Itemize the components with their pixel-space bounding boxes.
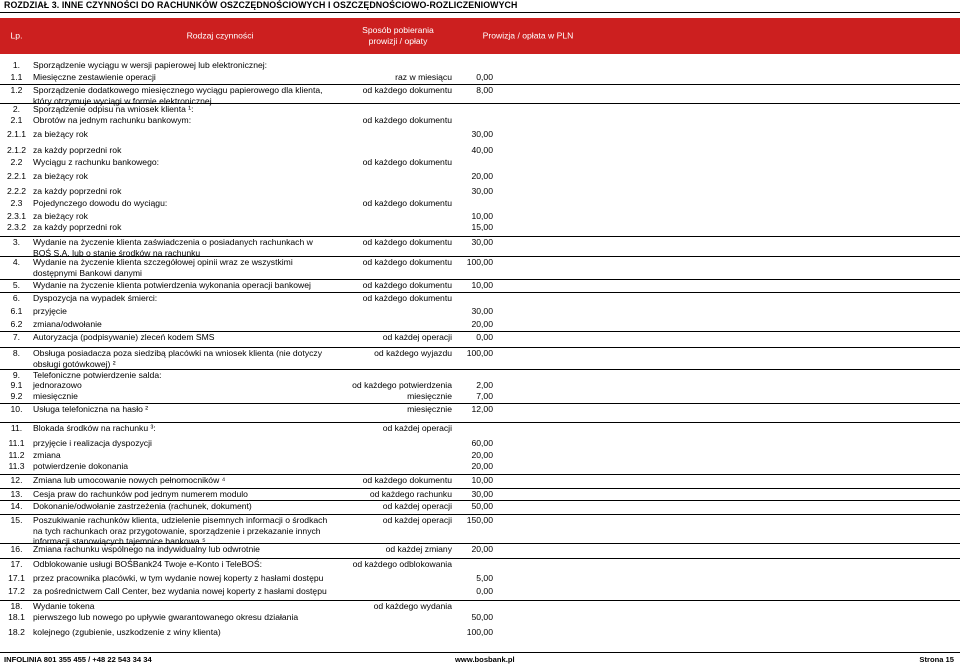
row-lp: 2.2	[10, 157, 23, 167]
table-row	[0, 347, 960, 369]
row-description: za każdy poprzedni rok	[33, 186, 122, 196]
row-method: od każdego rachunku	[369, 489, 452, 499]
table-row	[0, 543, 960, 554]
row-description: kolejnego (zgubienie, uszkodzenie z winy klienta)	[33, 627, 221, 637]
row-fee: 10,00	[471, 280, 493, 290]
row-fee: 100,00	[466, 257, 493, 267]
footer-website: www.bosbank.pl	[455, 655, 515, 664]
header-activity: Rodzaj czynności	[186, 30, 254, 41]
row-lp: 2.3.2	[6, 222, 27, 232]
row-lp: 2.1	[10, 115, 23, 125]
row-description: pierwszego lub nowego po upływie gwarantowanego okresu działania	[33, 612, 299, 622]
row-description: Poszukiwanie rachunków klienta, udzielenie pisemnych informacji o środkach na tych rachunkach oraz przygotowanie, sporządzenie i przekazanie innych informacji stanowiących tajemnice bankowa ⁵	[33, 515, 328, 546]
row-lp: 1.1	[10, 72, 23, 82]
row-fee: 50,00	[471, 612, 493, 622]
row-fee: 50,00	[471, 501, 493, 511]
row-method: od każdej operacji	[382, 515, 452, 525]
row-method: od każdej operacji	[382, 332, 452, 342]
row-description: za pośrednictwem Call Center, bez wydania nowej koperty z hasłami dostępu	[33, 586, 327, 596]
row-fee: 10,00	[471, 475, 493, 485]
row-fee: 8,00	[476, 85, 493, 95]
header-fee: Prowizja / opłata w PLN	[482, 30, 574, 41]
row-lp: 15.	[10, 515, 23, 525]
row-method: od każdego dokumentu	[362, 293, 452, 303]
row-lp: 2.2.1	[6, 171, 27, 181]
row-description: Wyciągu z rachunku bankowego:	[33, 157, 160, 167]
row-method: od każdego dokumentu	[362, 85, 452, 95]
table-row	[0, 103, 960, 114]
row-description: Pojedynczego dowodu do wyciągu:	[33, 198, 168, 208]
footer-page-number: Strona 15	[919, 655, 954, 664]
row-fee: 10,00	[471, 211, 493, 221]
row-description: Zmiana lub umocowanie nowych pełnomocników ⁴	[33, 475, 226, 485]
row-lp: 6.	[12, 293, 21, 303]
row-description: Usługa telefoniczna na hasło ²	[33, 404, 149, 414]
row-method: od każdego dokumentu	[362, 198, 452, 208]
row-description: zmiana/odwołanie	[33, 319, 102, 329]
row-description: Wydanie na życzenie klienta zaświadczenia o posiadanych rachunkach w BOŚ S.A. lub o stanie środków na rachunku	[33, 237, 313, 258]
row-lp: 11.3	[8, 461, 25, 471]
row-description: Telefoniczne potwierdzenie salda:	[33, 370, 162, 380]
row-description: Dyspozycja na wypadek śmierci:	[33, 293, 158, 303]
row-description: Miesięczne zestawienie operacji	[33, 72, 156, 82]
table-row	[0, 236, 960, 258]
row-description: za bieżący rok	[33, 129, 88, 139]
table-row	[0, 500, 960, 511]
row-lp: 11.2	[8, 450, 25, 460]
row-lp: 3.	[12, 237, 21, 247]
row-lp: 2.1.1	[6, 129, 27, 139]
row-lp: 10.	[10, 404, 23, 414]
row-description: jednorazowo	[33, 380, 82, 390]
row-description: Dokonanie/odwołanie zastrzeżenia (rachunek, dokument)	[33, 501, 252, 511]
row-description: Sporządzenie wyciągu w wersji papierowej lub elektronicznej:	[33, 60, 268, 70]
row-fee: 2,00	[476, 380, 493, 390]
row-lp: 13.	[10, 489, 23, 499]
row-lp: 16.	[10, 544, 23, 554]
table-row	[0, 422, 960, 433]
row-fee: 30,00	[471, 237, 493, 247]
row-fee: 7,00	[476, 391, 493, 401]
row-method: od każdego dokumentu	[362, 257, 452, 267]
row-fee: 100,00	[466, 627, 493, 637]
table-row	[0, 84, 960, 106]
row-lp: 1.2	[10, 85, 23, 95]
table-row	[0, 279, 960, 290]
table-row	[0, 474, 960, 485]
row-lp: 6.1	[10, 306, 23, 316]
title-divider	[0, 12, 960, 13]
row-lp: 1.	[12, 60, 21, 70]
row-lp: 18.2	[8, 627, 25, 637]
row-method: od każdego dokumentu	[362, 157, 452, 167]
row-fee: 30,00	[471, 129, 493, 139]
row-method: od każdego odblokowania	[352, 559, 452, 569]
row-method: miesięcznie	[407, 404, 452, 414]
row-fee: 60,00	[471, 438, 493, 448]
row-description: za każdy poprzedni rok	[33, 145, 122, 155]
row-lp: 17.2	[8, 586, 25, 596]
row-method: od każdej zmiany	[385, 544, 452, 554]
row-description: za bieżący rok	[33, 211, 88, 221]
row-description: Autoryzacja (podpisywanie) zleceń kodem SMS	[33, 332, 215, 342]
row-lp: 2.2.2	[6, 186, 27, 196]
row-fee: 20,00	[471, 319, 493, 329]
row-description: miesięcznie	[33, 391, 78, 401]
row-description: za każdy poprzedni rok	[33, 222, 122, 232]
row-description: Blokada środków na rachunku ³:	[33, 423, 156, 433]
row-fee: 20,00	[471, 461, 493, 471]
table-header	[0, 18, 960, 54]
row-description: przez pracownika placówki, w tym wydanie nowej koperty z hasłami dostępu	[33, 573, 324, 583]
row-lp: 2.	[12, 104, 21, 114]
row-lp: 11.	[10, 423, 23, 433]
row-method: od każdego dokumentu	[362, 280, 452, 290]
row-lp: 14.	[10, 501, 23, 511]
header-method: Sposób pobierania prowizji / opłaty	[362, 25, 434, 46]
row-lp: 18.	[10, 601, 23, 611]
row-lp: 2.1.2	[6, 145, 27, 155]
row-description: Wydanie tokena	[33, 601, 95, 611]
row-fee: 0,00	[476, 332, 493, 342]
row-description: przyjęcie	[33, 306, 67, 316]
row-description: Sporządzenie odpisu na wniosek klienta ¹:	[33, 104, 194, 114]
row-method: raz w miesiącu	[395, 72, 452, 82]
table-row	[0, 256, 960, 278]
row-method: od każdej operacji	[382, 501, 452, 511]
row-fee: 30,00	[471, 186, 493, 196]
page-title: ROZDZIAŁ 3. INNE CZYNNOŚCI DO RACHUNKÓW OSZCZĘDNOŚCIOWYCH I OSZCZĘDNOŚCIOWO-ROZLICZENIOWYCH	[4, 0, 518, 10]
row-lp: 17.1	[8, 573, 25, 583]
row-lp: 17.	[10, 559, 23, 569]
row-description: przyjęcie i realizacja dyspozycji	[33, 438, 152, 448]
row-fee: 30,00	[471, 489, 493, 499]
row-method: od każdego dokumentu	[362, 475, 452, 485]
row-method: od każdego wyjazdu	[374, 348, 452, 358]
table-row	[0, 600, 960, 611]
row-fee: 20,00	[471, 171, 493, 181]
row-fee: 100,00	[466, 348, 493, 358]
row-description: Obrotów na jednym rachunku bankowym:	[33, 115, 192, 125]
row-method: od każdej operacji	[382, 423, 452, 433]
row-lp: 2.3	[10, 198, 23, 208]
row-fee: 20,00	[471, 450, 493, 460]
row-method: miesięcznie	[407, 391, 452, 401]
row-method: od każdego wydania	[373, 601, 452, 611]
row-description: Sporządzenie dodatkowego miesięcznego wyciągu papierowego dla klienta, który otrzymuje wyciągi w formie elektronicznej	[33, 85, 323, 106]
row-fee: 20,00	[471, 544, 493, 554]
row-description: zmiana	[33, 450, 61, 460]
row-description: potwierdzenie dokonania	[33, 461, 129, 471]
row-lp: 18.1	[8, 612, 25, 622]
row-lp: 9.	[12, 370, 21, 380]
row-lp: 8.	[12, 348, 21, 358]
row-fee: 5,00	[476, 573, 493, 583]
row-description: Cesja praw do rachunków pod jednym numerem modulo	[33, 489, 248, 499]
table-row	[0, 558, 960, 569]
row-lp: 11.1	[8, 438, 25, 448]
row-description: Wydanie na życzenie klienta szczegółowej opinii wraz ze wszystkimi dostępnymi Bankowi danymi	[33, 257, 293, 278]
row-description: za bieżący rok	[33, 171, 88, 181]
table-row	[0, 292, 960, 303]
table-row	[0, 403, 960, 414]
row-description: Obsługa posiadacza poza siedzibą placówki na wniosek klienta (nie dotyczy obsługi gotówkowej) ²	[33, 348, 323, 369]
row-description: Wydanie na życzenie klienta potwierdzenia wykonania operacji bankowej	[33, 280, 311, 290]
row-fee: 150,00	[466, 515, 493, 525]
table-row	[0, 488, 960, 499]
row-lp: 12.	[10, 475, 23, 485]
table-row	[0, 369, 960, 380]
footer-divider	[0, 652, 960, 653]
row-method: od każdego dokumentu	[362, 115, 452, 125]
row-description: Zmiana rachunku wspólnego na indywidualny lub odwrotnie	[33, 544, 260, 554]
table-row	[0, 514, 960, 546]
row-lp: 7.	[12, 332, 21, 342]
row-lp: 4.	[12, 257, 21, 267]
footer-hotline: INFOLINIA 801 355 455 / +48 22 543 34 34	[4, 655, 152, 664]
row-method: od każdego dokumentu	[362, 237, 452, 247]
row-fee: 0,00	[476, 72, 493, 82]
row-lp: 6.2	[10, 319, 23, 329]
row-lp: 5.	[12, 280, 21, 290]
row-lp: 9.2	[10, 391, 23, 401]
row-lp: 9.1	[10, 380, 23, 390]
row-lp: 2.3.1	[6, 211, 27, 221]
row-fee: 12,00	[471, 404, 493, 414]
row-fee: 40,00	[471, 145, 493, 155]
table-row	[0, 331, 960, 342]
row-fee: 30,00	[471, 306, 493, 316]
row-fee: 15,00	[471, 222, 493, 232]
header-lp: Lp.	[10, 30, 23, 41]
row-method: od każdego potwierdzenia	[352, 380, 452, 390]
row-fee: 0,00	[476, 586, 493, 596]
row-description: Odblokowanie usługi BOŚBank24 Twoje e-Konto i TeleBOŚ:	[33, 559, 262, 569]
